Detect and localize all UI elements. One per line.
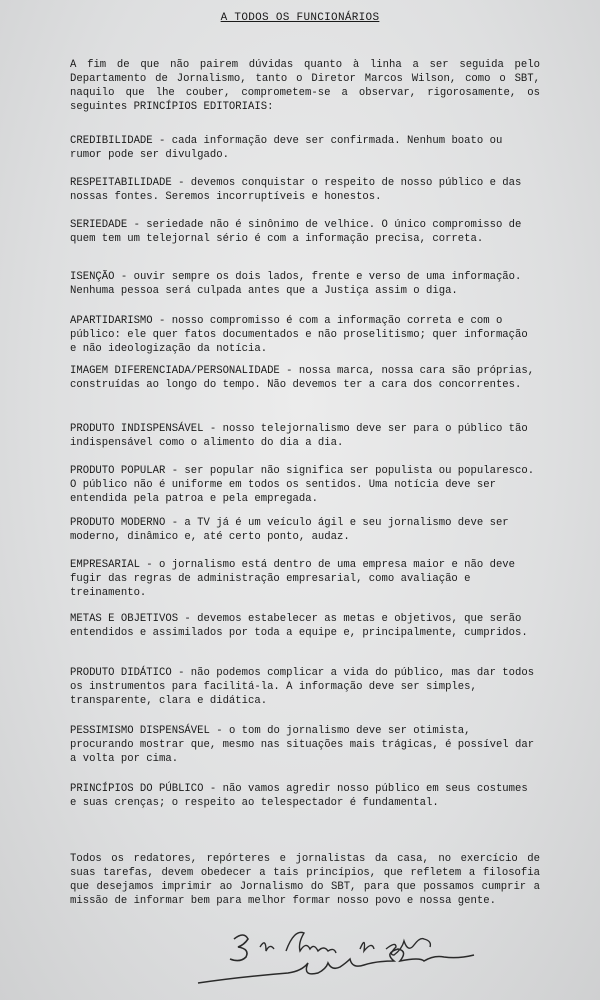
principle-item [70, 134, 540, 162]
principle-name: CREDIBILIDADE [70, 135, 153, 147]
principle-item [70, 176, 540, 204]
document-title: A TODOS OS FUNCIONÁRIOS [220, 12, 380, 24]
principle-item [70, 270, 540, 298]
principle-item [70, 724, 540, 766]
handwritten-signature [190, 925, 510, 995]
principle-name: APARTIDARISMO [70, 315, 153, 327]
principle-item [70, 612, 540, 640]
principle-name: SERIEDADE [70, 219, 128, 231]
principle-text: - ser popular não significa ser populista ou popularesco. O público não é uniforme em todos os sentidos. Uma notícia deve ser entendida pela patroa e pela empregada. [70, 465, 535, 505]
principle-name: PRODUTO INDISPENSÁVEL [70, 423, 204, 435]
principle-name: PRODUTO MODERNO [70, 517, 166, 529]
principle-item [70, 782, 540, 810]
principle-text: - o jornalismo está dentro de uma empresa maior e não deve fugir das regras de administração empresarial, como avaliação e treinamento. [70, 559, 516, 599]
principle-item [70, 666, 540, 708]
principle-name: PRODUTO DIDÁTICO [70, 667, 172, 679]
principle-text: - devemos conquistar o respeito de nosso público e das nossas fontes. Seremos incorruptíveis e honestos. [70, 177, 522, 203]
principle-name: PRINCÍPIOS DO PÚBLICO [70, 783, 204, 795]
principle-item [70, 314, 540, 356]
closing-paragraph: Todos os redatores, repórteres e jornalistas da casa, no exercício de suas tarefas, devem obedecer a tais princípios, que refletem a filosofia que desejamos imprimir ao Jornalismo do SBT, para que possamos cumprir a missão de informar bem para melhor formar nosso povo e nossa gente. [70, 853, 540, 907]
intro-paragraph: A fim de que não pairem dúvidas quanto à linha a ser seguida pelo Departamento de Jornalismo, tanto o Diretor Marcos Wilson, como o SBT, naquilo que lhe couber, comprometem-se a observar, rigorosamente, os seguintes PRINCÍPIOS EDITORIAIS: [70, 59, 540, 113]
principle-item [70, 464, 540, 506]
principle-text: - ouvir sempre os dois lados, frente e verso de uma informação. Nenhuma pessoa será culpada antes que a Justiça assim o diga. [70, 271, 522, 297]
principle-name: IMAGEM DIFERENCIADA/PERSONALIDADE [70, 365, 280, 377]
principle-name: PRODUTO POPULAR [70, 465, 166, 477]
principle-name: EMPRESARIAL [70, 559, 140, 571]
principle-item [70, 422, 540, 450]
principle-text: - seriedade não é sinônimo de velhice. O único compromisso de quem tem um telejornal sério é com a informação precisa, correta. [70, 219, 522, 245]
principle-name: RESPEITABILIDADE [70, 177, 172, 189]
principle-text: - nosso telejornalismo deve ser para o público tão indispensável como o alimento do dia a dia. [70, 423, 528, 449]
principle-name: PESSIMISMO DISPENSÁVEL [70, 725, 210, 737]
principle-item [70, 218, 540, 246]
principle-item [70, 364, 540, 392]
principle-item [70, 516, 540, 544]
principle-text: - nosso compromisso é com a informação correta e com o público: ele quer fatos documentados e não proselitismo; quer informação e não ideologização da notícia. [70, 315, 528, 355]
principle-name: METAS E OBJETIVOS [70, 613, 179, 625]
principle-text: - não podemos complicar a vida do público, mas dar todos os instrumentos para facilitá-la. A informação deve ser simples, transparente, clara e didática. [70, 667, 535, 707]
principle-text: - devemos estabelecer as metas e objetivos, que serão entendidos e assimilados por toda a equipe e, principalmente, cumpridos. [70, 613, 528, 639]
principle-text: - não vamos agredir nosso público em seus costumes e suas crenças; o respeito ao telespectador é fundamental. [70, 783, 528, 809]
principle-text: - cada informação deve ser confirmada. Nenhum boato ou rumor pode ser divulgado. [70, 135, 503, 161]
principle-name: ISENÇÃO [70, 271, 115, 283]
principle-text: - o tom do jornalismo deve ser otimista, procurando mostrar que, mesmo nas situações mais trágicas, é possível dar a volta por cima. [70, 725, 535, 765]
principle-text: - a TV já é um veículo ágil e seu jornalismo deve ser moderno, dinâmico e, até certo ponto, audaz. [70, 517, 509, 543]
principle-item [70, 558, 540, 600]
principle-text: - nossa marca, nossa cara são próprias, construídas ao longo do tempo. Não devemos ter a cara dos concorrentes. [70, 365, 535, 391]
